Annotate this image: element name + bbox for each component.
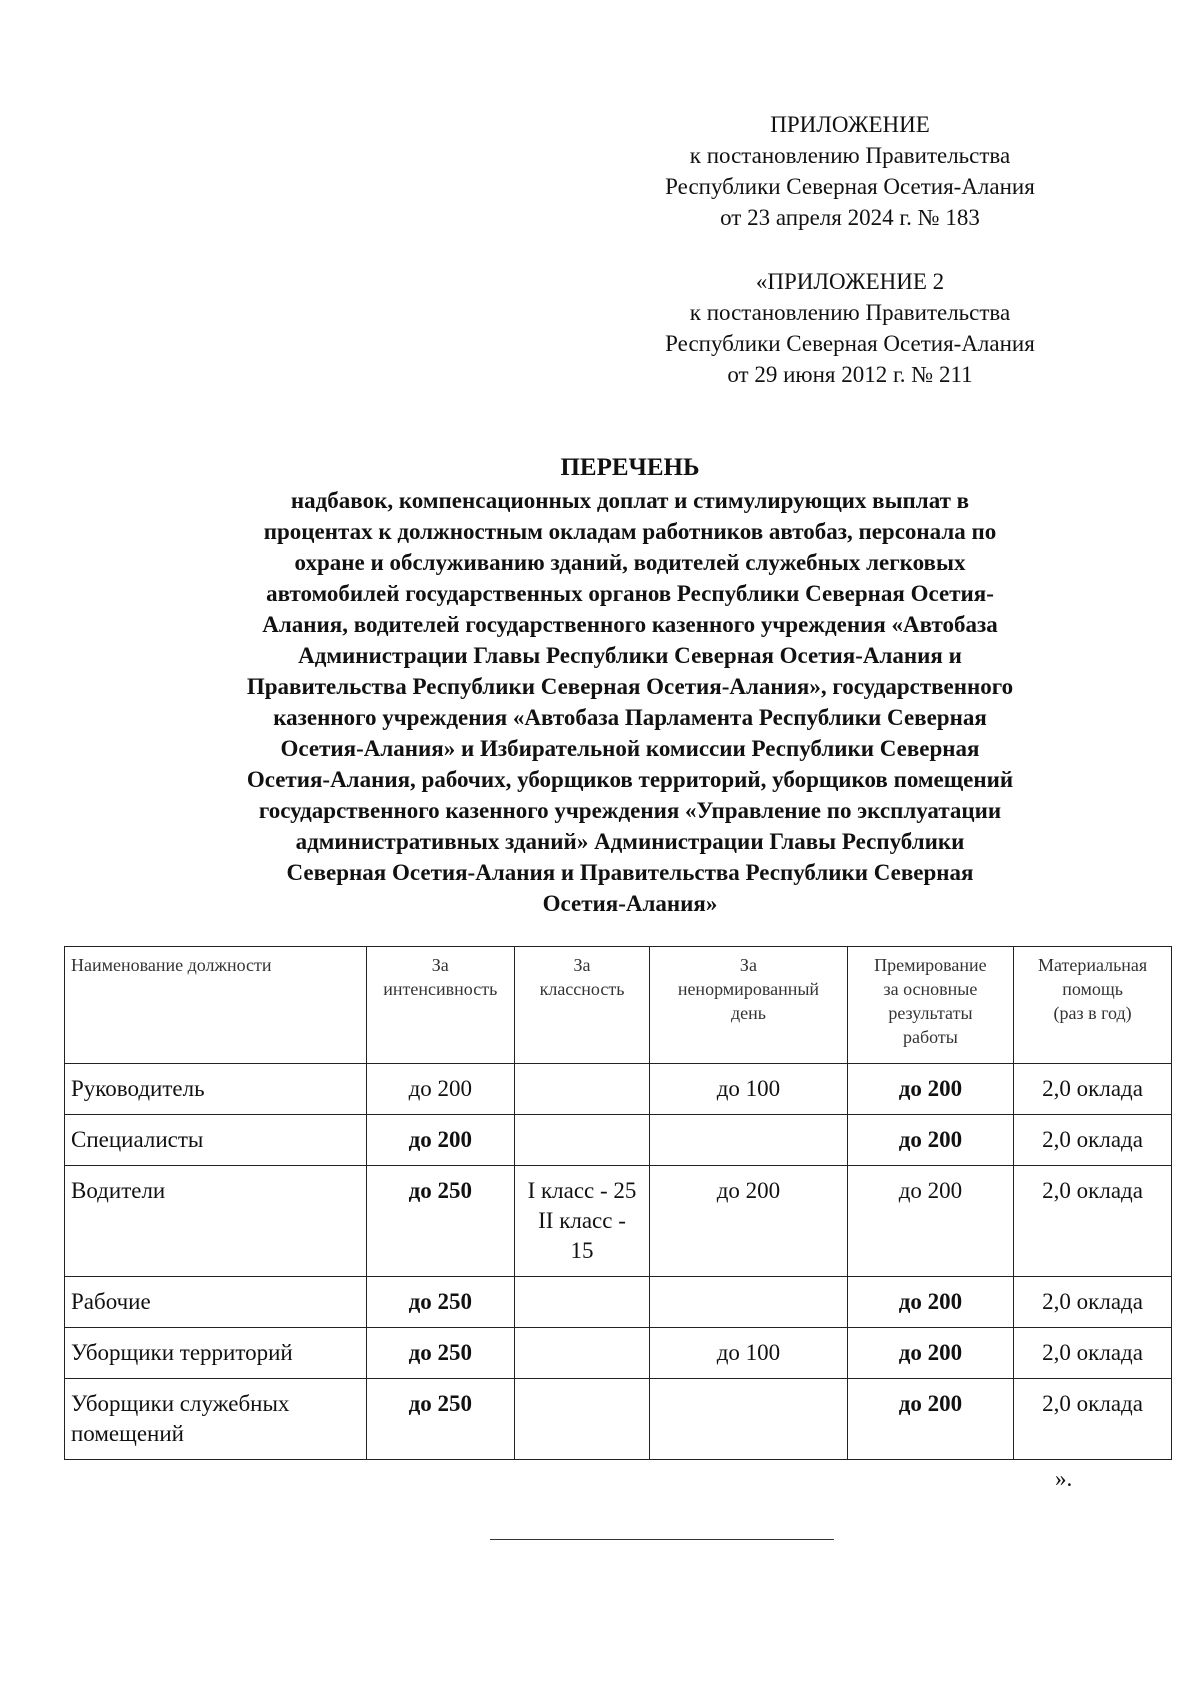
value-cell [514, 1379, 649, 1460]
cell-line: Руководитель [71, 1076, 205, 1101]
column-header-line: Премирование [874, 955, 987, 975]
cell-line: 2,0 оклада [1042, 1127, 1143, 1152]
document-subtitle [140, 485, 1120, 919]
heading-line: охране и обслуживанию зданий, водителей служебных легковых [294, 550, 966, 575]
position-name-cell [65, 1064, 367, 1115]
column-header-line: За [431, 955, 449, 975]
value-cell [847, 1379, 1013, 1460]
column-header [366, 947, 514, 1064]
column-header [847, 947, 1013, 1064]
heading-line: административных зданий» Администрации Главы Республики [295, 829, 965, 854]
value-cell [514, 1115, 649, 1166]
cell-line: 2,0 оклада [1042, 1076, 1143, 1101]
heading-line: казенного учреждения «Автобаза Парламента Республики Северная [273, 705, 987, 730]
cell-line: до 200 [898, 1391, 963, 1416]
heading-line: Осетия-Алания» и Избирательной комиссии Республики Северная [280, 736, 980, 761]
value-cell [650, 1379, 848, 1460]
appendix-line: ПРИЛОЖЕНИЕ [770, 112, 930, 137]
column-header-line: работы [902, 1027, 958, 1047]
heading-line: Алания, водителей государственного казенного учреждения «Автобаза [262, 612, 998, 637]
heading-line: Осетия-Алания, рабочих, уборщиков территорий, уборщиков помещений [246, 767, 1014, 792]
value-cell [366, 1064, 514, 1115]
position-name-cell [65, 1115, 367, 1166]
heading-line: государственного казенного учреждения «Управление по эксплуатации [258, 798, 1002, 823]
position-name-cell [65, 1277, 367, 1328]
appendix-line: к постановлению Правительства [689, 143, 1011, 168]
cell-line: до 200 [898, 1076, 963, 1101]
cell-line: до 100 [716, 1340, 781, 1365]
cell-line: I класс - 25 [527, 1178, 637, 1203]
column-header-line: Материальная [1037, 955, 1148, 975]
table-row [65, 1379, 1172, 1460]
cell-line: до 200 [408, 1127, 472, 1152]
cell-line: до 200 [408, 1076, 473, 1101]
value-cell [650, 1328, 848, 1379]
column-header [65, 947, 367, 1064]
value-cell [847, 1166, 1013, 1277]
value-cell [1014, 1064, 1172, 1115]
table-row [65, 1166, 1172, 1277]
value-cell [650, 1277, 848, 1328]
heading-line: надбавок, компенсационных доплат и стимулирующих выплат в [290, 488, 970, 513]
cell-line: до 200 [716, 1178, 781, 1203]
cell-line: до 100 [716, 1076, 781, 1101]
value-cell [366, 1379, 514, 1460]
value-cell [847, 1115, 1013, 1166]
column-header-line: интенсивность [383, 979, 498, 999]
value-cell [1014, 1379, 1172, 1460]
document-title: ПЕРЕЧЕНЬ [560, 454, 700, 481]
column-header-line: классность [539, 979, 625, 999]
column-header-line: за основные [883, 979, 978, 999]
appendix-line: Республики Северная Осетия-Алания [665, 174, 1035, 199]
value-cell [650, 1166, 848, 1277]
column-header-line: день [730, 1003, 766, 1023]
value-cell [514, 1064, 649, 1115]
value-cell [514, 1277, 649, 1328]
allowances-table [64, 946, 1172, 1460]
column-header [1014, 947, 1172, 1064]
appendix-header-current [560, 109, 1140, 233]
table-row [65, 1064, 1172, 1115]
cell-line: 2,0 оклада [1042, 1391, 1143, 1416]
closing-quote: ». [1055, 1466, 1073, 1491]
position-name-cell [65, 1379, 367, 1460]
value-cell [847, 1064, 1013, 1115]
column-header [650, 947, 848, 1064]
value-cell [366, 1115, 514, 1166]
column-header-line: помощь [1062, 979, 1123, 999]
cell-line: Уборщики территорий [71, 1340, 293, 1365]
appendix-line: «ПРИЛОЖЕНИЕ 2 [755, 269, 945, 294]
cell-line: Уборщики служебных [71, 1391, 290, 1416]
appendix-header-amended [560, 266, 1140, 390]
column-header-line: (раз в год) [1053, 1003, 1132, 1023]
table-row [65, 1277, 1172, 1328]
cell-line: Специалисты [71, 1127, 204, 1152]
value-cell [514, 1166, 649, 1277]
appendix-line: от 29 июня 2012 г. № 211 [727, 362, 973, 387]
column-header-line: За [739, 955, 757, 975]
appendix-line: от 23 апреля 2024 г. № 183 [720, 205, 980, 230]
column-header-line: Наименование должности [71, 955, 272, 975]
cell-line: до 250 [408, 1340, 472, 1365]
cell-line: до 250 [408, 1178, 472, 1203]
cell-line: Рабочие [71, 1289, 151, 1314]
cell-line: до 250 [408, 1289, 472, 1314]
value-cell [366, 1166, 514, 1277]
table-row [65, 1115, 1172, 1166]
value-cell [366, 1328, 514, 1379]
appendix-line: Республики Северная Осетия-Алания [665, 331, 1035, 356]
value-cell [1014, 1166, 1172, 1277]
value-cell [1014, 1277, 1172, 1328]
value-cell [366, 1277, 514, 1328]
cell-line: до 250 [408, 1391, 472, 1416]
value-cell [650, 1064, 848, 1115]
heading-line: процентах к должностным окладам работников автобаз, персонала по [263, 519, 997, 544]
table-header-row [65, 947, 1172, 1064]
cell-line: Водители [71, 1178, 166, 1203]
cell-line: 15 [570, 1238, 594, 1263]
value-cell [1014, 1328, 1172, 1379]
value-cell [847, 1328, 1013, 1379]
column-header-line: ненормированный [677, 979, 820, 999]
end-rule [490, 1539, 834, 1540]
cell-line: до 200 [898, 1289, 963, 1314]
value-cell [650, 1115, 848, 1166]
heading-line: Северная Осетия-Алания и Правительства Республики Северная [286, 860, 974, 885]
cell-line: до 200 [898, 1340, 963, 1365]
heading-line: автомобилей государственных органов Республики Северная Осетия- [266, 581, 994, 606]
position-name-cell [65, 1328, 367, 1379]
cell-line: 2,0 оклада [1042, 1289, 1143, 1314]
value-cell [847, 1277, 1013, 1328]
cell-line: до 200 [898, 1178, 963, 1203]
column-header-line: результаты [888, 1003, 973, 1023]
table-row [65, 1328, 1172, 1379]
heading-line: Правительства Республики Северная Осетия-Алания», государственного [246, 674, 1014, 699]
heading-line: Администрации Главы Республики Северная Осетия-Алания и [298, 643, 962, 668]
cell-line: помещений [71, 1421, 184, 1446]
cell-line: до 200 [898, 1127, 963, 1152]
cell-line: 2,0 оклада [1042, 1340, 1143, 1365]
position-name-cell [65, 1166, 367, 1277]
value-cell [1014, 1115, 1172, 1166]
value-cell [514, 1328, 649, 1379]
column-header-line: За [573, 955, 591, 975]
heading-line: Осетия-Алания» [542, 891, 718, 916]
cell-line: 2,0 оклада [1042, 1178, 1143, 1203]
cell-line: II класс - [538, 1208, 626, 1233]
column-header [514, 947, 649, 1064]
appendix-line: к постановлению Правительства [689, 300, 1011, 325]
document-heading [140, 450, 1120, 919]
